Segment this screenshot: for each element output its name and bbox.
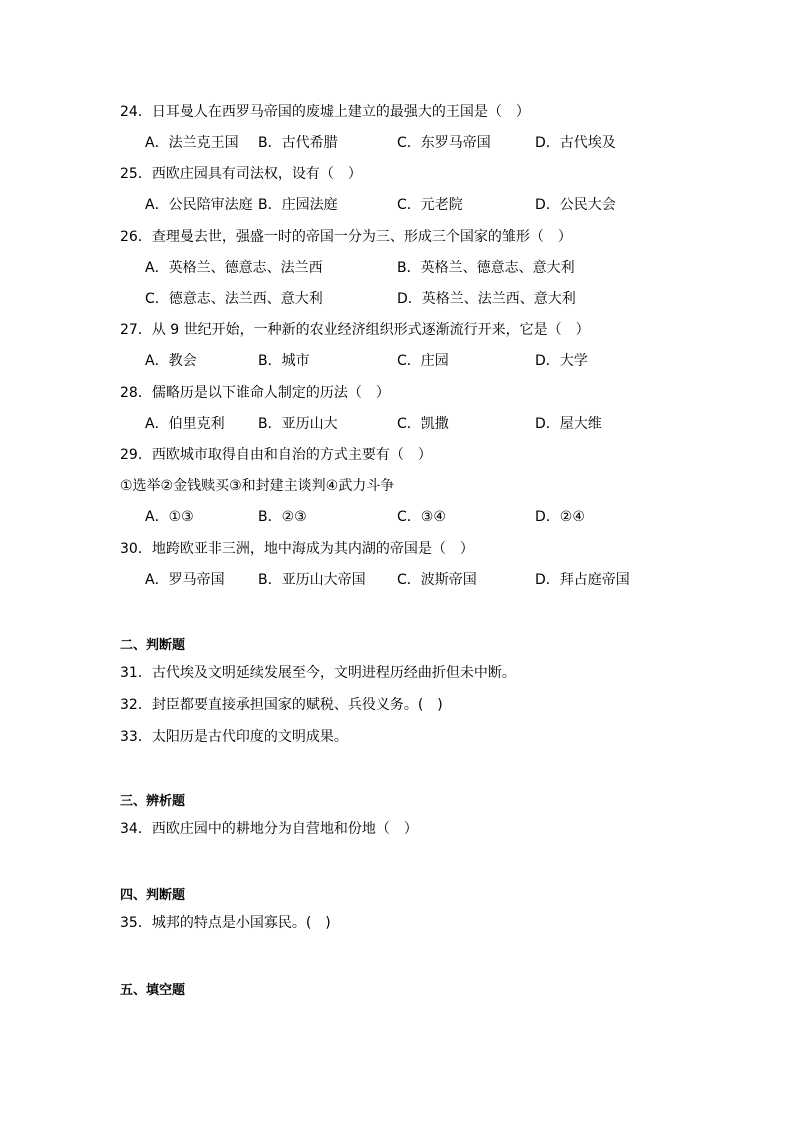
question-28-stem: 28．儒略历是以下谁命人制定的历法（ ） — [120, 385, 390, 401]
question-24-stem: 24．日耳曼人在西罗马帝国的废墟上建立的最强大的王国是（ ） — [120, 104, 530, 120]
option-c: C．波斯帝国 — [397, 572, 477, 588]
option-d: D．英格兰、法兰西、意大利 — [397, 291, 576, 307]
option-a: A．法兰克王国 — [145, 135, 239, 151]
option-d: D．屋大维 — [535, 416, 602, 432]
option-b: B．古代希腊 — [258, 135, 338, 151]
question-26-stem: 26．查理曼去世，强盛一时的帝国一分为三、形成三个国家的雏形（ ） — [120, 229, 572, 245]
option-b: B．亚历山大 — [258, 416, 338, 432]
option-b: B．庄园法庭 — [258, 197, 338, 213]
option-c: C．③④ — [397, 509, 446, 525]
option-a: A．教会 — [145, 353, 197, 369]
question-31: 31．古代埃及文明延续发展至今，文明进程历经曲折但未中断。 — [120, 665, 516, 681]
question-34: 34．西欧庄园中的耕地分为自营地和份地（ ） — [120, 821, 418, 837]
option-d: D．拜占庭帝国 — [535, 572, 630, 588]
option-d: D．大学 — [535, 353, 588, 369]
option-d: D．②④ — [535, 509, 585, 525]
question-29-choices-list: ①选举②金钱赎买③和封建主谈判④武力斗争 — [120, 478, 395, 494]
question-35: 35．城邦的特点是小国寡民。( ) — [120, 915, 331, 931]
option-b: B．亚历山大帝国 — [258, 572, 366, 588]
option-b: B．英格兰、德意志、意大利 — [397, 260, 575, 276]
option-a: A．公民陪审法庭 — [145, 197, 253, 213]
option-d: D．公民大会 — [535, 197, 616, 213]
option-a: A．①③ — [145, 509, 194, 525]
option-c: C．元老院 — [397, 197, 463, 213]
option-a: A．伯里克利 — [145, 416, 225, 432]
option-c: C．德意志、法兰西、意大利 — [145, 291, 323, 307]
question-30-stem: 30．地跨欧亚非三洲，地中海成为其内湖的帝国是（ ） — [120, 541, 474, 557]
option-d: D．古代埃及 — [535, 135, 616, 151]
section-4-title: 四、判断题 — [120, 888, 186, 903]
option-c: C．东罗马帝国 — [397, 135, 491, 151]
question-29-stem: 29．西欧城市取得自由和自治的方式主要有（ ） — [120, 447, 432, 463]
question-33: 33．太阳历是古代印度的文明成果。 — [120, 729, 348, 745]
option-b: B．②③ — [258, 509, 307, 525]
question-27-stem: 27．从 9 世纪开始，一种新的农业经济组织形式逐渐流行开来，它是（ ） — [120, 322, 590, 338]
section-5-title: 五、填空题 — [120, 983, 186, 998]
option-a: A．罗马帝国 — [145, 572, 225, 588]
section-2-title: 二、判断题 — [120, 638, 186, 653]
question-25-stem: 25．西欧庄园具有司法权，设有（ ） — [120, 166, 362, 182]
option-a: A．英格兰、德意志、法兰西 — [145, 260, 323, 276]
option-b: B．城市 — [258, 353, 310, 369]
option-c: C．凯撒 — [397, 416, 449, 432]
section-3-title: 三、辨析题 — [120, 794, 186, 809]
option-c: C．庄园 — [397, 353, 449, 369]
question-32: 32．封臣都要直接承担国家的赋税、兵役义务。( ) — [120, 697, 443, 713]
